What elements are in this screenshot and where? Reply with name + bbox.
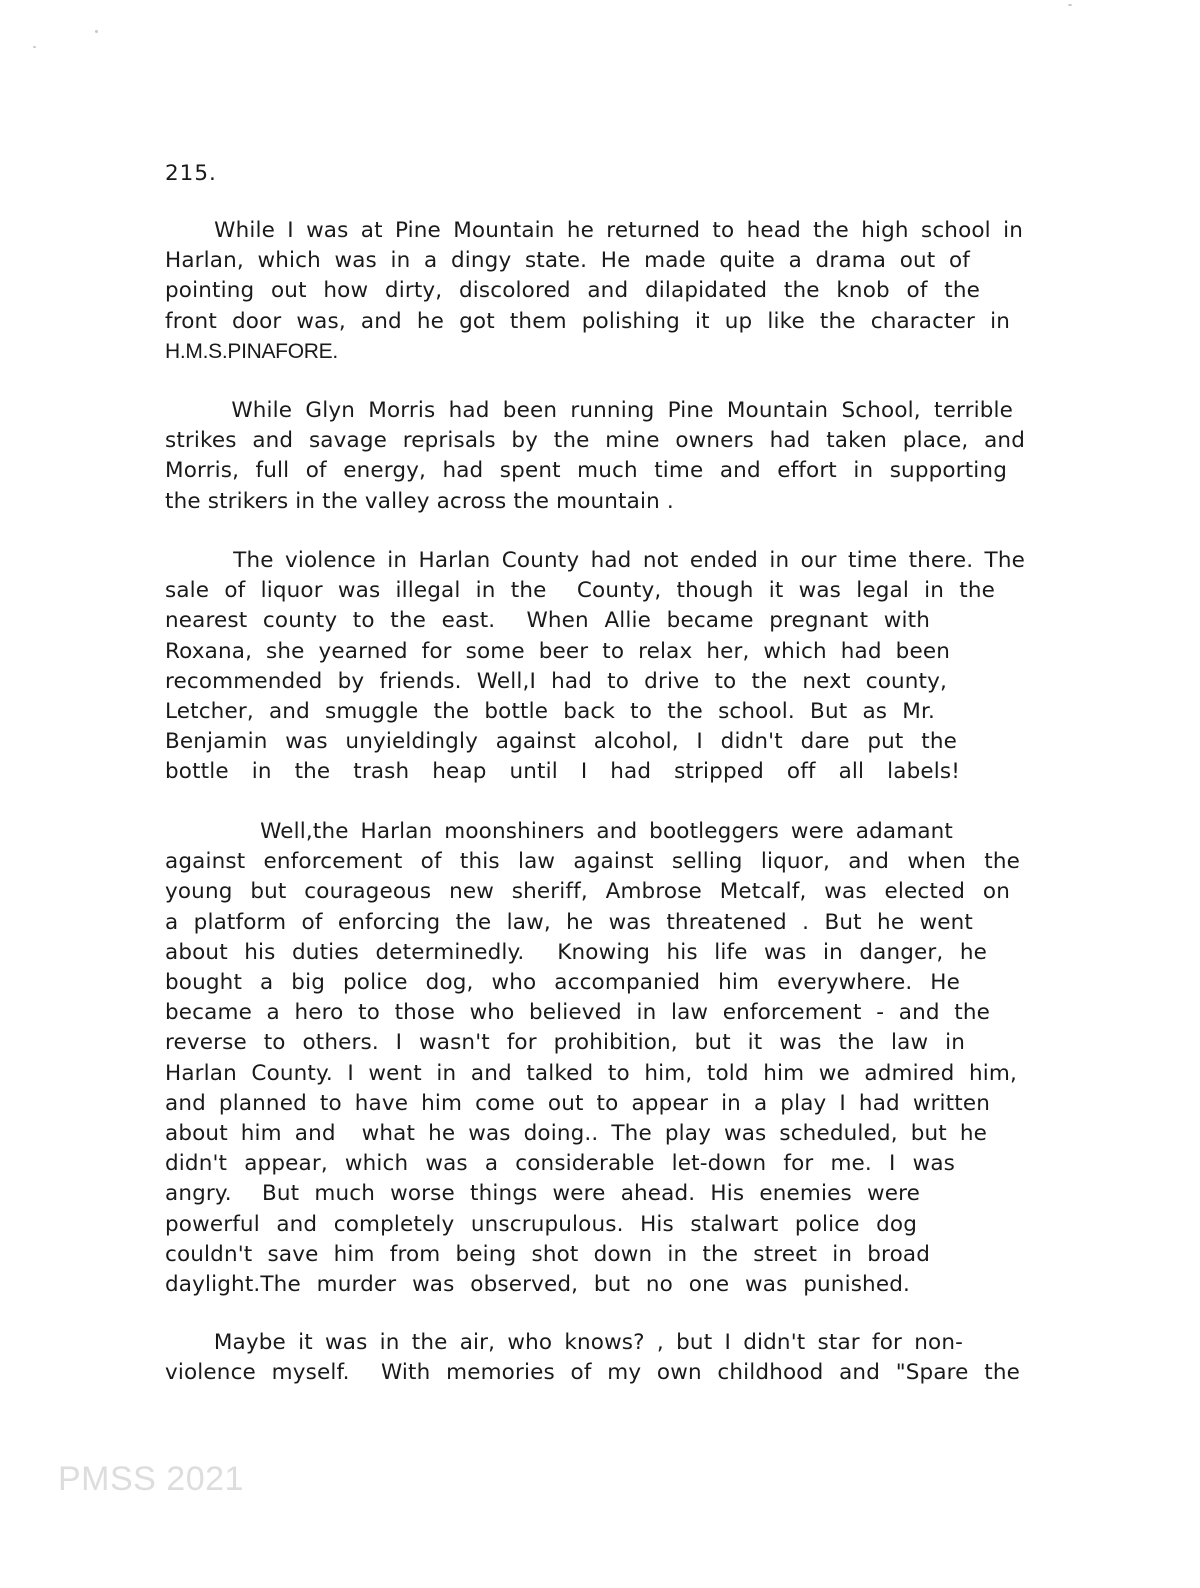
text-line: a platform of enforcing the law, he was threatened . But he went [165,909,973,935]
scan-speck [95,30,98,33]
text-line: powerful and completely unscrupulous. His stalwart police dog [165,1211,917,1237]
text-line: Morris, full of energy, had spent much time and effort in supporting [165,458,1007,484]
text-line: Maybe it was in the air, who knows? , but I didn't star for non- [165,1330,963,1355]
text-line: While I was at Pine Mountain he returned to head the high school in [165,218,1023,243]
text-line: While Glyn Morris had been running Pine Mountain School, terrible [165,398,1013,423]
scan-speck [1068,4,1072,6]
text-line: didn't appear, which was a considerable let-down for me. I was [165,1151,955,1177]
text-line: Harlan County. I went in and talked to him, told him we admired him, [165,1060,1017,1086]
paragraph-1 [165,216,1045,367]
text-line: against enforcement of this law against selling liquor, and when the [165,849,1020,875]
scan-speck [33,46,36,48]
watermark: PMSS 2021 [58,1460,244,1498]
paragraph-4 [165,817,1045,1300]
text-line: nearest county to the east. When Allie became pregnant with [165,608,930,634]
text-line: The violence in Harlan County had not ended in our time there. The [165,548,1025,573]
text-line: couldn't save him from being shot down in the street in broad [165,1241,930,1267]
text-line: H.M.S.PINAFORE. [165,339,338,363]
paragraph-2 [165,396,1045,517]
text-line: became a hero to those who believed in law enforcement - and the [165,1000,990,1026]
text-line: recommended by friends. Well,I had to drive to the next county, [165,668,947,694]
text-line: daylight.The murder was observed, but no one was punished. [165,1272,910,1298]
text-line: Well,the Harlan moonshiners and bootleggers were adamant [165,819,953,844]
text-line: Harlan, which was in a dingy state. He made quite a drama out of [165,248,970,274]
text-line: and planned to have him come out to appear in a play I had written [165,1090,990,1116]
text-line: about him and what he was doing.. The play was scheduled, but he [165,1121,987,1147]
paragraph-3 [165,546,1045,788]
text-line: reverse to others. I wasn't for prohibition, but it was the law in [165,1030,965,1056]
text-line: Benjamin was unyieldingly against alcohol, I didn't dare put the [165,729,957,755]
text-line: strikes and savage reprisals by the mine owners had taken place, and [165,428,1025,454]
page-number: 215. [165,161,217,186]
text-line: bottle in the trash heap until I had stripped off all labels! [165,759,960,785]
text-line: angry. But much worse things were ahead. His enemies were [165,1181,920,1207]
text-line: Roxana, she yearned for some beer to relax her, which had been [165,638,950,664]
text-line: the strikers in the valley across the mountain . [165,488,674,514]
text-line: pointing out how dirty, discolored and dilapidated the knob of the [165,278,980,304]
paragraph-5 [165,1328,1045,1388]
text-line: sale of liquor was illegal in the County, though it was legal in the [165,578,995,604]
text-line: young but courageous new sheriff, Ambrose Metcalf, was elected on [165,879,1010,905]
text-line: front door was, and he got them polishing it up like the character in [165,308,1010,334]
text-line: bought a big police dog, who accompanied him everywhere. He [165,970,960,996]
text-line: violence myself. With memories of my own childhood and "Spare the [165,1360,1020,1386]
text-line: Letcher, and smuggle the bottle back to the school. But as Mr. [165,699,935,725]
text-line: about his duties determinedly. Knowing his life was in danger, he [165,939,987,965]
